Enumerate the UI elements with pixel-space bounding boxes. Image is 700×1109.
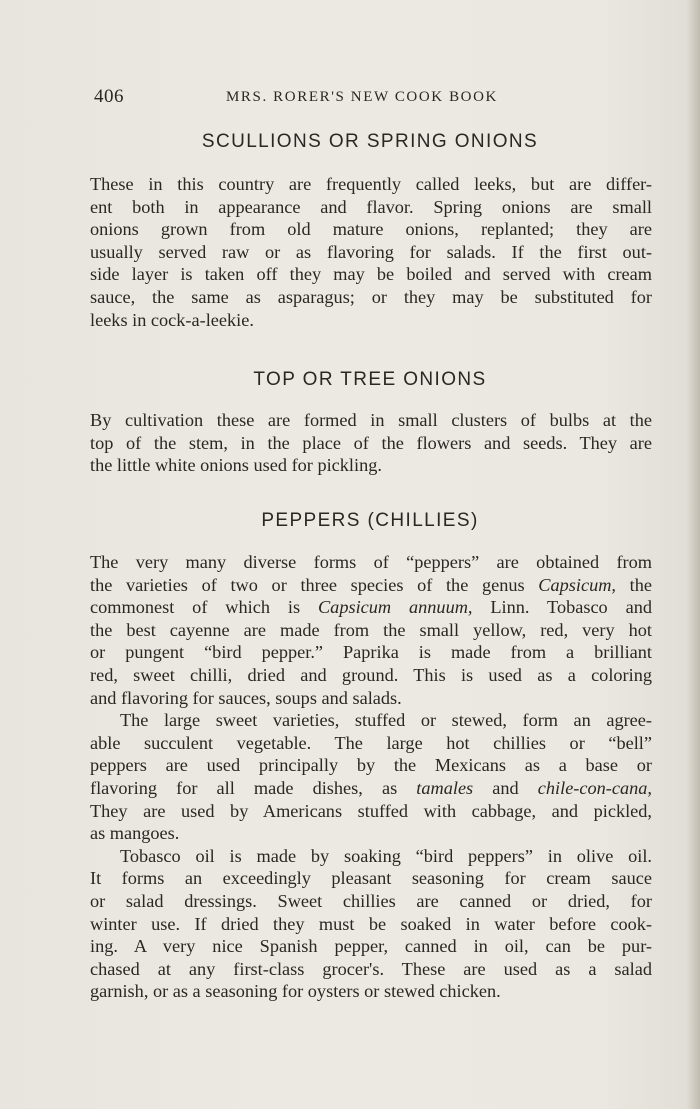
text-line: ing. A very nice Spanish pepper, canned in oil, can be pur- xyxy=(90,936,652,957)
text-line: the varieties of two or three species of the genus Capsicum, the xyxy=(90,574,652,595)
text-line: The large sweet varieties, stuffed or stewed, form an agree- xyxy=(120,710,652,731)
text-line: chased at any first-class grocer's. These are used as a salad xyxy=(90,958,652,979)
section-body-top-onions xyxy=(90,409,652,477)
text-line: By cultivation these are formed in small clusters of bulbs at the xyxy=(90,410,652,430)
page-number: 406 xyxy=(94,86,124,107)
running-title: MRS. RORER'S NEW COOK BOOK xyxy=(226,89,498,105)
text-line: flavoring for all made dishes, as tamales and chile-con-cana, xyxy=(90,777,652,798)
running-head xyxy=(94,86,614,112)
text-line: and flavoring for sauces, soups and salads. xyxy=(90,687,402,708)
text-line: red, sweet chilli, dried and ground. This is used as a coloring xyxy=(90,664,652,685)
text-line: as mangoes. xyxy=(90,823,180,844)
page-edge-shadow xyxy=(686,0,700,1109)
text-line: garnish, or as a seasoning for oysters or stewed chicken. xyxy=(90,981,501,1002)
text-line: able succulent vegetable. The large hot chillies or “bell” xyxy=(90,732,652,753)
italic-term: Capsicum annuum, xyxy=(317,597,473,618)
text-line: or salad dressings. Sweet chillies are canned or dried, for xyxy=(90,890,652,911)
text-line: peppers are used principally by the Mexicans as a base or xyxy=(90,755,652,776)
text-line: the best cayenne are made from the small yellow, red, very hot xyxy=(90,619,652,640)
text-line: usually served raw or as flavoring for salads. If the first out- xyxy=(90,241,652,262)
text-line: The very many diverse forms of “peppers” are obtained from xyxy=(90,552,652,572)
text-line: leeks in cock-a-leekie. xyxy=(90,309,254,330)
section-heading-top-onions: TOP OR TREE ONIONS xyxy=(253,369,487,390)
text-line: Tobasco oil is made by soaking “bird peppers” in olive oil. xyxy=(120,845,652,866)
text-line: onions grown from old mature onions, replanted; they are xyxy=(90,219,652,240)
section-body-peppers xyxy=(90,551,652,1003)
italic-term: chile-con-cana, xyxy=(537,777,652,798)
text-line: commonest of which is Capsicum annuum, Linn. Tobasco and xyxy=(90,597,652,618)
text-line: ent both in appearance and flavor. Spring onions are small xyxy=(90,196,652,217)
section-heading-peppers: PEPPERS (CHILLIES) xyxy=(261,510,479,531)
text-line: winter use. If dried they must be soaked in water before cook- xyxy=(90,913,652,934)
text-line: These in this country are frequently called leeks, but are differ- xyxy=(90,174,652,194)
text-line: top of the stem, in the place of the flowers and seeds. They are xyxy=(90,432,652,453)
text-line: or pungent “bird pepper.” Paprika is made from a brilliant xyxy=(90,642,652,663)
section-heading-scullions: SCULLIONS OR SPRING ONIONS xyxy=(201,131,539,152)
section-body-scullions xyxy=(90,173,652,331)
text-line: It forms an exceedingly pleasant seasoning for cream sauce xyxy=(90,868,652,889)
text-line: side layer is taken off they may be boiled and served with cream xyxy=(90,264,652,285)
text-line: the little white onions used for pickling. xyxy=(90,455,382,476)
italic-term: Capsicum, xyxy=(538,574,616,595)
text-line: They are used by Americans stuffed with cabbage, and pickled, xyxy=(90,800,652,821)
text-line: sauce, the same as asparagus; or they may be substituted for xyxy=(90,286,652,307)
italic-term: tamales xyxy=(416,777,474,798)
